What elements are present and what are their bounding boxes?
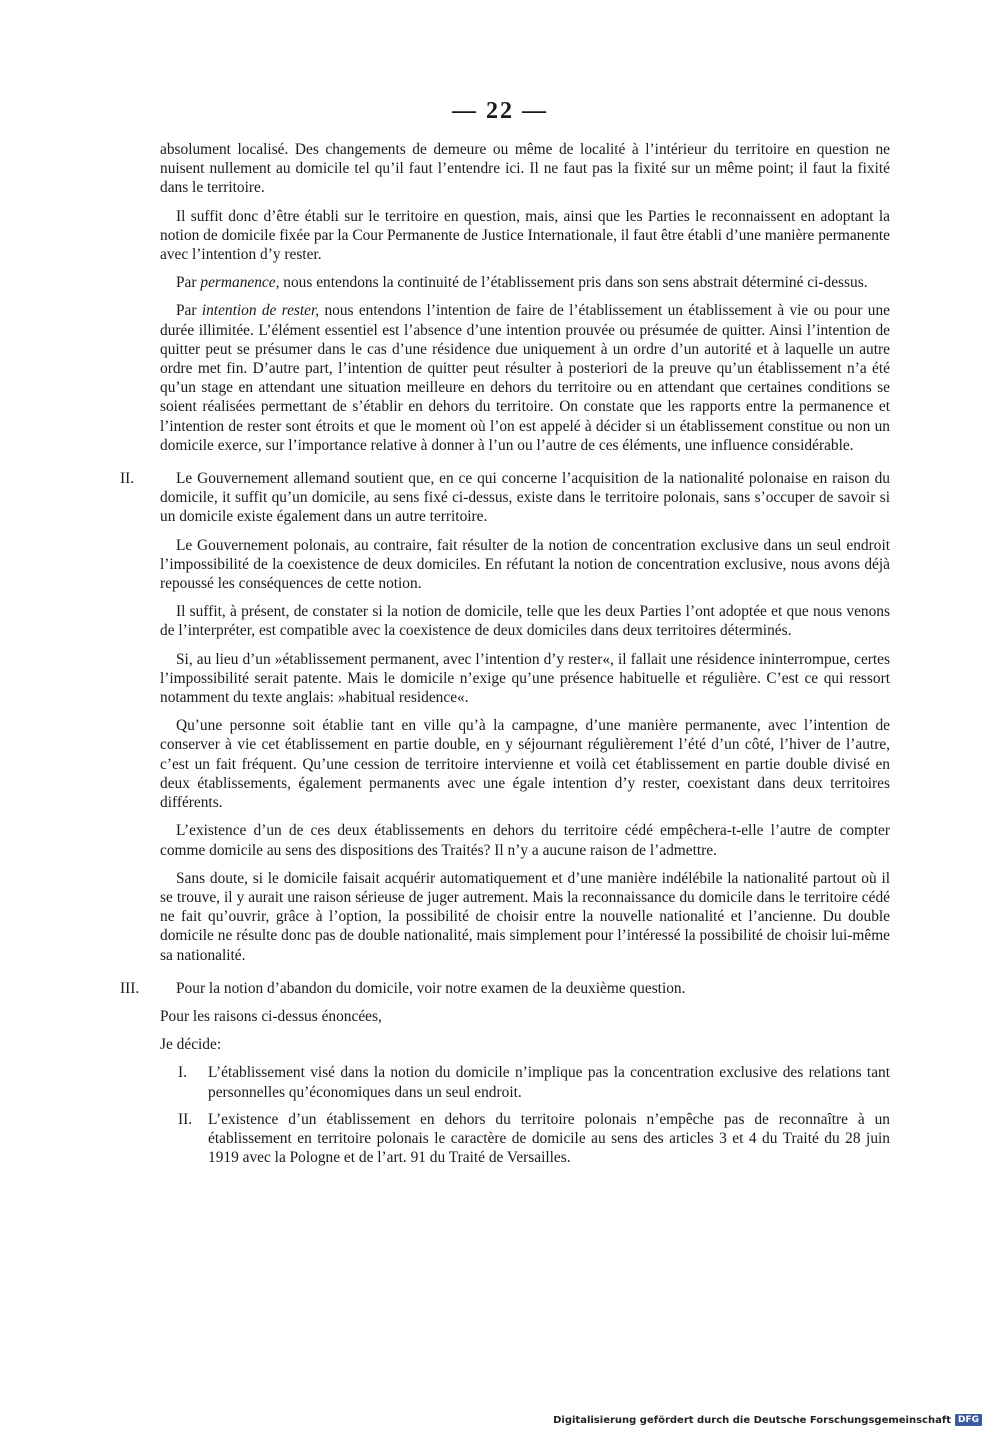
decision-heading: Je décide: bbox=[160, 1036, 222, 1054]
paragraph-text: nous entendons la continuité de l’établissement pris dans son sens abstrait déterminé ci-dessus. bbox=[279, 274, 868, 292]
paragraph: Si, au lieu d’un »établissement permanent, avec l’intention d’y rester«, il fallait une résidence ininterrompue, certes l’impossibilité serait patente. Mais le domicile n’exige qu’une présence habituelle et régulière. C’est ce qui ressort notamment du texte anglais: »habitual residence«. bbox=[160, 650, 890, 707]
page-number: — 22 — bbox=[452, 98, 548, 124]
paragraph-text: nous entendons l’intention de faire de l’établissement un établissement à vie ou pour une durée illimitée. L’élément essentiel est l’absence d’une intention prouvée ou présumée de quitter. Ainsi l’intention de quitter peut se présumer dans le cas d’une résidence due uniquement à un ordre d’un autorité et à laquelle un autre ordre met fin. D’autre part, l’intention de quitter peut résulter à posteriori de la preuve qu’un établissement n’a été qu’un stage en attendant une situation meilleure en dehors du territoire ou en attendant que certaines conditions se soient réalisées permettant de s’établir en dehors du territoire. On constate que les rapports entre la permanence et l’intention de rester sont étroits et que le moment où l’on est appelé à décider si un établissement constitue ou non un domicile exerce, sur l’importance relative à donner à l’un ou l’autre de ces éléments, une influence considérable. bbox=[160, 302, 890, 454]
paragraph: Le Gouvernement allemand soutient que, en ce qui concerne l’acquisition de la nationalité polonaise en raison du domicile, it suffit qu’un domicile, au sens fixé ci-dessus, existe dans le territoire polonais, sans s’occuper de savoir si un domicile existe également dans un autre territoire. bbox=[160, 470, 890, 526]
decision-text: L’établissement visé dans la notion du domicile n’implique pas la concentration exclusive des relations tant personnelles qu’économiques dans un seul endroit. bbox=[208, 1064, 890, 1101]
digitization-credit bbox=[553, 1414, 982, 1426]
decision-item bbox=[178, 1110, 890, 1168]
section-number: II. bbox=[120, 470, 135, 488]
paragraph bbox=[160, 301, 890, 455]
paragraph: Qu’une personne soit établie tant en ville qu’à la campagne, d’une manière permanente, avec l’intention de conserver à vie cet établissement en partie double, en y séjournant régulièrement l’été d’un côté, l’hiver de l’autre, c’est un fait fréquent. Qu’une cession de territoire intervienne et voilà cet établissement en partie double divisé en deux établissements, également permanents avec une égale intention d’y rester, coexistant dans deux territoires différents. bbox=[160, 717, 890, 812]
credit-text: Digitalisierung gefördert durch die Deutsche Forschungsgemeinschaft bbox=[553, 1414, 951, 1426]
emphasis-text: intention de rester, bbox=[201, 302, 320, 320]
paragraph: absolument localisé. Des changements de demeure ou même de localité à l’intérieur du territoire en question ne nuisent nullement au domicile tel qu’il faut l’entendre ici. Il ne faut pas la fixité sur un même point; il faut la fixité dans le territoire. bbox=[160, 141, 890, 197]
emphasis-text: permanence, bbox=[200, 274, 280, 292]
paragraph-text: Par bbox=[176, 302, 202, 320]
paragraph: Sans doute, si le domicile faisait acquérir automatiquement et d’une manière indélébile la nationalité partout où il se trouve, il y aurait une raison sérieuse de juger autrement. Mais la reconnaissance du domicile dans le territoire cédé ne fait qu’ouvrir, grâce à l’option, la possibilité de choisir entre la nouvelle nationalité et l’ancienne. Du double domicile ne résulte donc pas de double nationalité, mais simplement pour l’intéressé la possibilité de choisir lui-même sa nationalité. bbox=[160, 869, 890, 964]
decision-text: L’existence d’un établissement en dehors du territoire polonais n’empêche pas de reconnaître à un établissement en territoire polonais le caractère de domicile au sens des articles 3 et 4 du Traité du 28 juin 1919 avec la Pologne et de l’art. 91 du Traité de Versailles. bbox=[208, 1110, 890, 1167]
paragraph: Il suffit, à présent, de constater si la notion de domicile, telle que les deux Parties l’ont adoptée et que nous venons de l’interpréter, est compatible avec la coexistence de deux domiciles dans deux territoires déterminés. bbox=[160, 603, 890, 640]
paragraph: Pour la notion d’abandon du domicile, voir notre examen de la deuxième question. bbox=[176, 979, 686, 997]
decision-item bbox=[178, 1063, 890, 1101]
paragraph: Pour les raisons ci-dessus énoncées, bbox=[160, 1007, 382, 1025]
paragraph: Il suffit donc d’être établi sur le territoire en question, mais, ainsi que les Parties le reconnaissent en adoptant la notion de domicile fixée par la Cour Permanente de Justice Internationale, il faut être établi d’une manière permanente avec l’intention d’y rester. bbox=[160, 207, 890, 264]
decision-number: I. bbox=[178, 1064, 187, 1082]
paragraph: L’existence d’un de ces deux établissements en dehors du territoire cédé empêchera-t-elle l’autre de compter comme domicile au sens des dispositions des Traités? Il n’y a aucune raison de l’admettre. bbox=[160, 822, 890, 859]
paragraph bbox=[160, 273, 890, 292]
paragraph: Le Gouvernement polonais, au contraire, fait résulter de la notion de concentration exclusive dans un seul endroit l’impossibilité de la coexistence de deux domiciles. En réfutant la notion de concentration exclusive, nous avons déjà repoussé les conséquences de cette notion. bbox=[160, 536, 890, 593]
section-number: III. bbox=[120, 979, 140, 997]
paragraph-text: Par bbox=[176, 274, 201, 292]
document-body bbox=[120, 140, 890, 1175]
section-ii bbox=[120, 469, 890, 965]
dfg-logo-icon: DFG bbox=[955, 1414, 982, 1426]
section-iii bbox=[120, 979, 890, 1168]
decision-number: II. bbox=[178, 1110, 193, 1128]
